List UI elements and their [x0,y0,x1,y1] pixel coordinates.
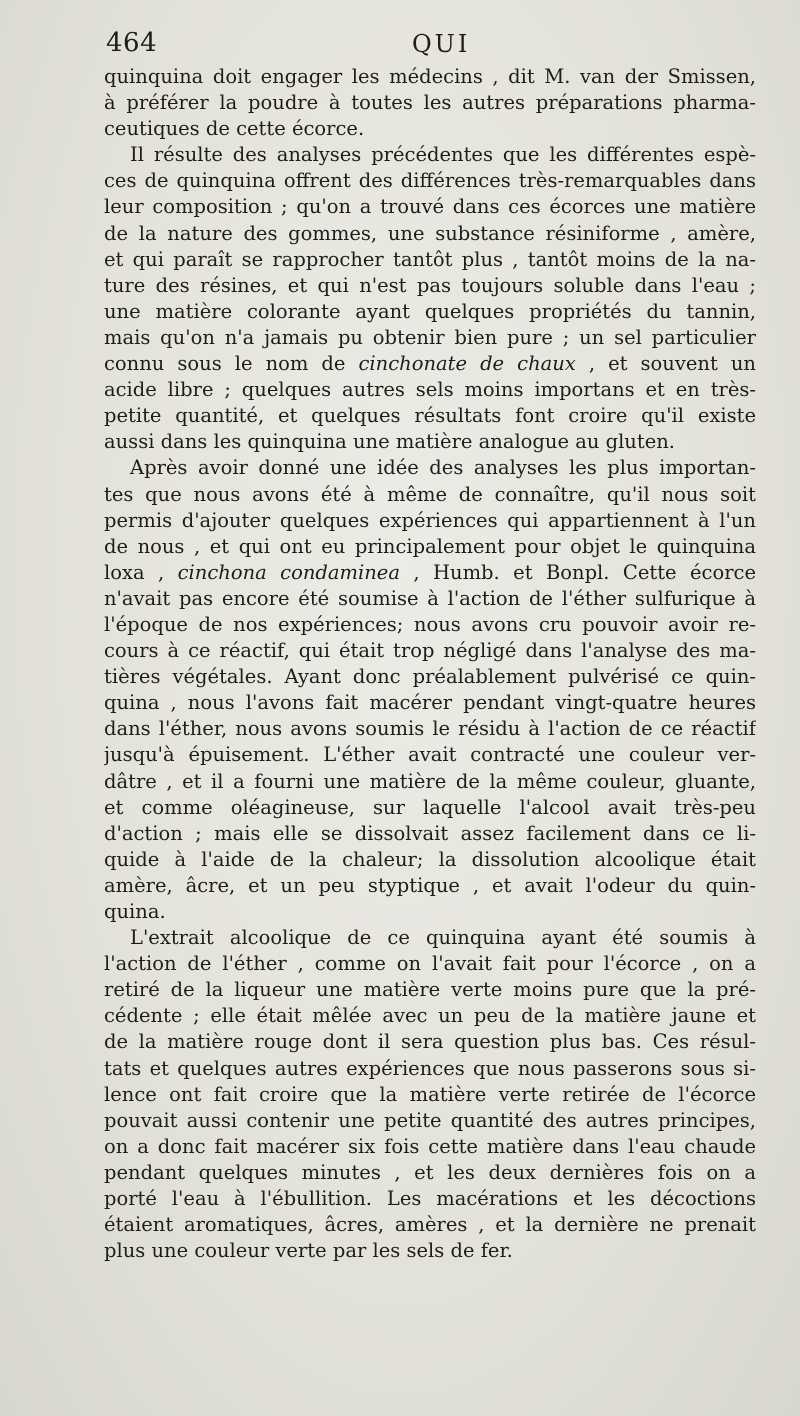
text-line: permis d'ajouter quelques expériences qui appartiennent à l'un [104,508,756,532]
text-line: et comme oléagineuse, sur laquelle l'alcool avait très-peu [104,795,756,819]
text-line: quinquina doit engager les médecins , dit M. van der Smissen, [104,65,756,88]
text-line: cours à ce réactif, qui était trop négligé dans l'analyse des ma- [104,639,756,663]
text-line: Après avoir donné une idée des analyses les plus importan- [130,456,756,480]
text-line: l'époque de nos expériences; nous avons cru pouvoir avoir re- [104,612,756,636]
text-line: quide à l'aide de la chaleur; la dissolution alcoolique était [104,847,756,871]
text-line: de nous , et qui ont eu principalement pour objet le quinquina [104,534,756,558]
paragraph-4 [104,925,756,1264]
text-line: quina , nous l'avons fait macérer pendant vingt-quatre heures [104,691,756,715]
page-number: 464 [106,28,158,58]
text-line: une matière colorante ayant quelques propriétés du tannin, [104,299,756,323]
text-line: L'extrait alcoolique de ce quinquina ayant été soumis à [130,926,756,950]
text-line: de la matière rouge dont il sera question plus bas. Ces résul- [104,1030,756,1054]
text-line: porté l'eau à l'ébullition. Les macérations et les décoctions [104,1187,756,1211]
text-line: amère, âcre, et un peu styptique , et avait l'odeur du quin- [104,873,756,897]
text-line: ceutiques de cette écorce. [104,117,365,141]
text-line: plus une couleur verte par les sels de fer. [104,1239,513,1263]
italic-term: cinchonate de chaux [358,352,576,376]
text-line: jusqu'à épuisement. L'éther avait contracté une couleur ver- [104,743,756,767]
text-line: l'action de l'éther , comme on l'avait fait pour l'écorce , on a [104,952,756,976]
text-line: on a donc fait macérer six fois cette matière dans l'eau chaude [104,1134,756,1158]
paragraph-2 [104,142,756,455]
text-line: et qui paraît se rapprocher tantôt plus , tantôt moins de la na- [104,247,756,271]
text-line: Il résulte des analyses précédentes que les différentes espè- [130,143,756,167]
running-head: QUI [412,30,471,58]
text-line: mais qu'on n'a jamais pu obtenir bien pure ; un sel particulier [104,325,756,349]
text-line: dâtre , et il a fourni une matière de la même couleur, gluante, [104,769,756,793]
text-line: retiré de la liqueur une matière verte moins pure que la pré- [104,978,756,1002]
text-line: petite quantité, et quelques résultats font croire qu'il existe [104,404,756,428]
text-line-italic-term: loxa , cinchona condaminea , Humb. et Bonpl. Cette écorce [104,560,756,584]
text-line: tières végétales. Ayant donc préalablement pulvérisé ce quin- [104,665,756,689]
text-line: pendant quelques minutes , et les deux dernières fois on a [104,1160,756,1184]
text-line: d'action ; mais elle se dissolvait assez facilement dans ce li- [104,821,756,845]
page-header [106,28,778,64]
text-line: de la nature des gommes, une substance résiniforme , amère, [104,221,756,245]
text-line: lence ont fait croire que la matière verte retirée de l'écorce [104,1082,756,1106]
text-line: étaient aromatiques, âcres, amères , et la dernière ne prenait [104,1213,756,1237]
italic-term: cinchona condaminea [177,560,400,584]
paragraph-1 [104,64,756,142]
text-line: ces de quinquina offrent des différences très-remarquables dans [104,169,756,193]
text-line: tats et quelques autres expériences que nous passerons sous si- [104,1056,756,1080]
text-line: aussi dans les quinquina une matière analogue au gluten. [104,430,675,454]
paragraph-3 [104,455,756,925]
text-line: tes que nous avons été à même de connaître, qu'il nous soit [104,482,756,506]
text-line: leur composition ; qu'on a trouvé dans ces écorces une matière [104,195,756,219]
text-line-italic-term: connu sous le nom de cinchonate de chaux , et souvent un [104,352,756,376]
text-line: acide libre ; quelques autres sels moins importans et en très- [104,378,756,402]
text-line: quina. [104,900,166,923]
text-line: ture des résines, et qui n'est pas toujours soluble dans l'eau ; [104,273,756,297]
text-line: n'avait pas encore été soumise à l'action de l'éther sulfurique à [104,586,756,610]
text-line: cédente ; elle était mêlée avec un peu de la matière jaune et [104,1004,756,1028]
text-line: pouvait aussi contenir une petite quantité des autres principes, [104,1108,756,1132]
body-text [104,64,756,1264]
text-line: dans l'éther, nous avons soumis le résidu à l'action de ce réactif [104,717,756,741]
text-line: à préférer la poudre à toutes les autres préparations pharma- [104,91,756,115]
